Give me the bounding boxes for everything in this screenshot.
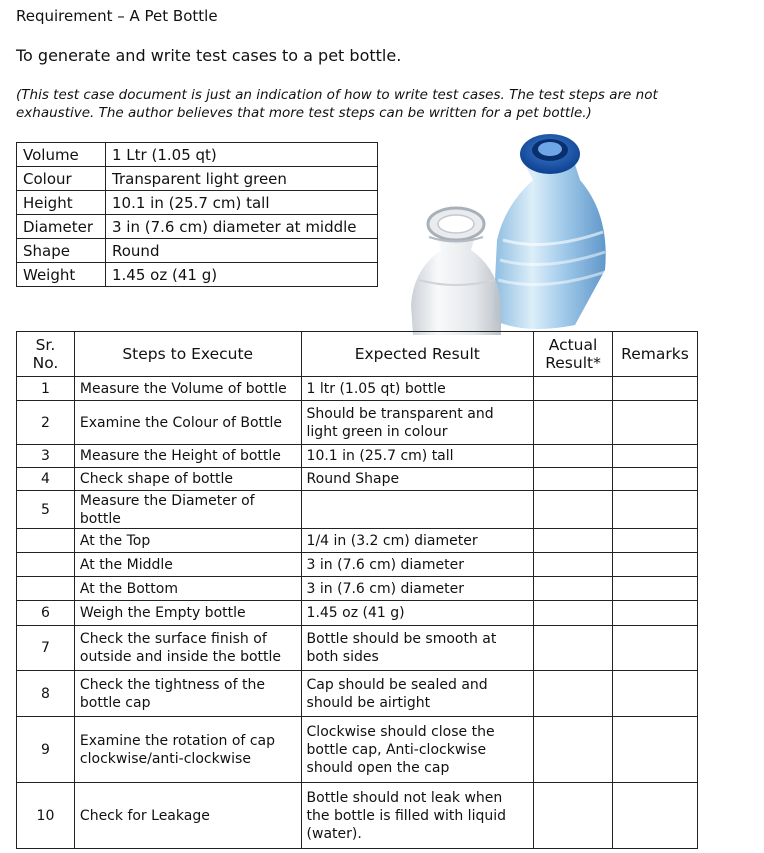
remarks-cell[interactable] (613, 445, 698, 468)
header-sr-no: Sr. No. (17, 332, 75, 377)
step-cell: Check for Leakage (74, 783, 301, 849)
spec-row (17, 167, 378, 191)
table-row (17, 491, 698, 529)
table-row (17, 717, 698, 783)
expected-cell: 1 ltr (1.05 qt) bottle (301, 377, 534, 401)
spec-label: Height (17, 191, 106, 215)
actual-result-cell[interactable] (534, 601, 613, 626)
actual-result-cell[interactable] (534, 445, 613, 468)
sr-cell: 1 (17, 377, 75, 401)
step-cell: Weigh the Empty bottle (74, 601, 301, 626)
test-case-table (16, 331, 698, 849)
step-cell: Check shape of bottle (74, 468, 301, 491)
header-remarks: Remarks (613, 332, 698, 377)
expected-cell: Should be transparent and light green in colour (301, 401, 534, 445)
spec-label: Colour (17, 167, 106, 191)
sr-cell: 9 (17, 717, 75, 783)
remarks-cell[interactable] (613, 577, 698, 601)
table-row (17, 577, 698, 601)
sr-cell: 5 (17, 491, 75, 529)
step-cell: Measure the Height of bottle (74, 445, 301, 468)
table-row (17, 401, 698, 445)
spec-row (17, 191, 378, 215)
remarks-cell[interactable] (613, 377, 698, 401)
table-row (17, 783, 698, 849)
spec-label: Shape (17, 239, 106, 263)
actual-result-cell[interactable] (534, 468, 613, 491)
table-row (17, 445, 698, 468)
table-row (17, 601, 698, 626)
remarks-cell[interactable] (613, 601, 698, 626)
expected-cell: Bottle should be smooth at both sides (301, 626, 534, 671)
sr-cell: 10 (17, 783, 75, 849)
remarks-cell[interactable] (613, 529, 698, 553)
table-row (17, 468, 698, 491)
step-cell: Check the tightness of the bottle cap (74, 671, 301, 717)
pet-bottles-image (405, 120, 635, 335)
expected-cell (301, 491, 534, 529)
remarks-cell[interactable] (613, 553, 698, 577)
spec-value: Transparent light green (106, 167, 378, 191)
sr-cell: 4 (17, 468, 75, 491)
table-header-row (17, 332, 698, 377)
step-cell: At the Top (74, 529, 301, 553)
sr-cell: 3 (17, 445, 75, 468)
spec-label: Volume (17, 143, 106, 167)
sr-cell: 2 (17, 401, 75, 445)
actual-result-cell[interactable] (534, 717, 613, 783)
actual-result-cell[interactable] (534, 626, 613, 671)
step-cell: Examine the Colour of Bottle (74, 401, 301, 445)
table-row (17, 626, 698, 671)
spec-value: 1 Ltr (1.05 qt) (106, 143, 378, 167)
actual-result-cell[interactable] (534, 553, 613, 577)
header-actual: Actual Result* (534, 332, 613, 377)
remarks-cell[interactable] (613, 717, 698, 783)
spec-value: Round (106, 239, 378, 263)
step-cell: Check the surface finish of outside and inside the bottle (74, 626, 301, 671)
spec-row (17, 263, 378, 287)
expected-cell: Round Shape (301, 468, 534, 491)
spec-value: 3 in (7.6 cm) diameter at middle (106, 215, 378, 239)
expected-cell: 1/4 in (3.2 cm) diameter (301, 529, 534, 553)
sr-cell (17, 577, 75, 601)
actual-result-cell[interactable] (534, 401, 613, 445)
table-row (17, 671, 698, 717)
remarks-cell[interactable] (613, 491, 698, 529)
actual-result-cell[interactable] (534, 491, 613, 529)
actual-result-cell[interactable] (534, 577, 613, 601)
objective-text: To generate and write test cases to a pet bottle. (16, 46, 402, 65)
expected-cell: Cap should be sealed and should be airtight (301, 671, 534, 717)
step-cell: At the Middle (74, 553, 301, 577)
expected-cell: Clockwise should close the bottle cap, Anti-clockwise should open the cap (301, 717, 534, 783)
sr-cell: 6 (17, 601, 75, 626)
table-row (17, 553, 698, 577)
table-row (17, 529, 698, 553)
expected-cell: 1.45 oz (41 g) (301, 601, 534, 626)
spec-value: 10.1 in (25.7 cm) tall (106, 191, 378, 215)
sr-cell: 7 (17, 626, 75, 671)
sr-cell (17, 529, 75, 553)
spec-value: 1.45 oz (41 g) (106, 263, 378, 287)
expected-cell: Bottle should not leak when the bottle is filled with liquid (water). (301, 783, 534, 849)
expected-cell: 3 in (7.6 cm) diameter (301, 577, 534, 601)
spec-row (17, 143, 378, 167)
step-cell: Measure the Diameter of bottle (74, 491, 301, 529)
remarks-cell[interactable] (613, 401, 698, 445)
actual-result-cell[interactable] (534, 529, 613, 553)
spec-row (17, 215, 378, 239)
actual-result-cell[interactable] (534, 783, 613, 849)
expected-cell: 10.1 in (25.7 cm) tall (301, 445, 534, 468)
disclaimer-note: (This test case document is just an indication of how to write test cases. The test steps are not exhaustive. The author believes that more test steps can be written for a pet bottle.) (16, 87, 658, 121)
specs-table (16, 142, 378, 287)
remarks-cell[interactable] (613, 468, 698, 491)
expected-cell: 3 in (7.6 cm) diameter (301, 553, 534, 577)
remarks-cell[interactable] (613, 783, 698, 849)
step-cell: Examine the rotation of cap clockwise/anti-clockwise (74, 717, 301, 783)
remarks-cell[interactable] (613, 626, 698, 671)
actual-result-cell[interactable] (534, 671, 613, 717)
actual-result-cell[interactable] (534, 377, 613, 401)
sr-cell: 8 (17, 671, 75, 717)
spec-row (17, 239, 378, 263)
spec-label: Weight (17, 263, 106, 287)
remarks-cell[interactable] (613, 671, 698, 717)
step-cell: At the Bottom (74, 577, 301, 601)
sr-cell (17, 553, 75, 577)
header-steps: Steps to Execute (74, 332, 301, 377)
requirement-title: Requirement – A Pet Bottle (16, 7, 218, 25)
step-cell: Measure the Volume of bottle (74, 377, 301, 401)
header-expected: Expected Result (301, 332, 534, 377)
table-row (17, 377, 698, 401)
spec-label: Diameter (17, 215, 106, 239)
